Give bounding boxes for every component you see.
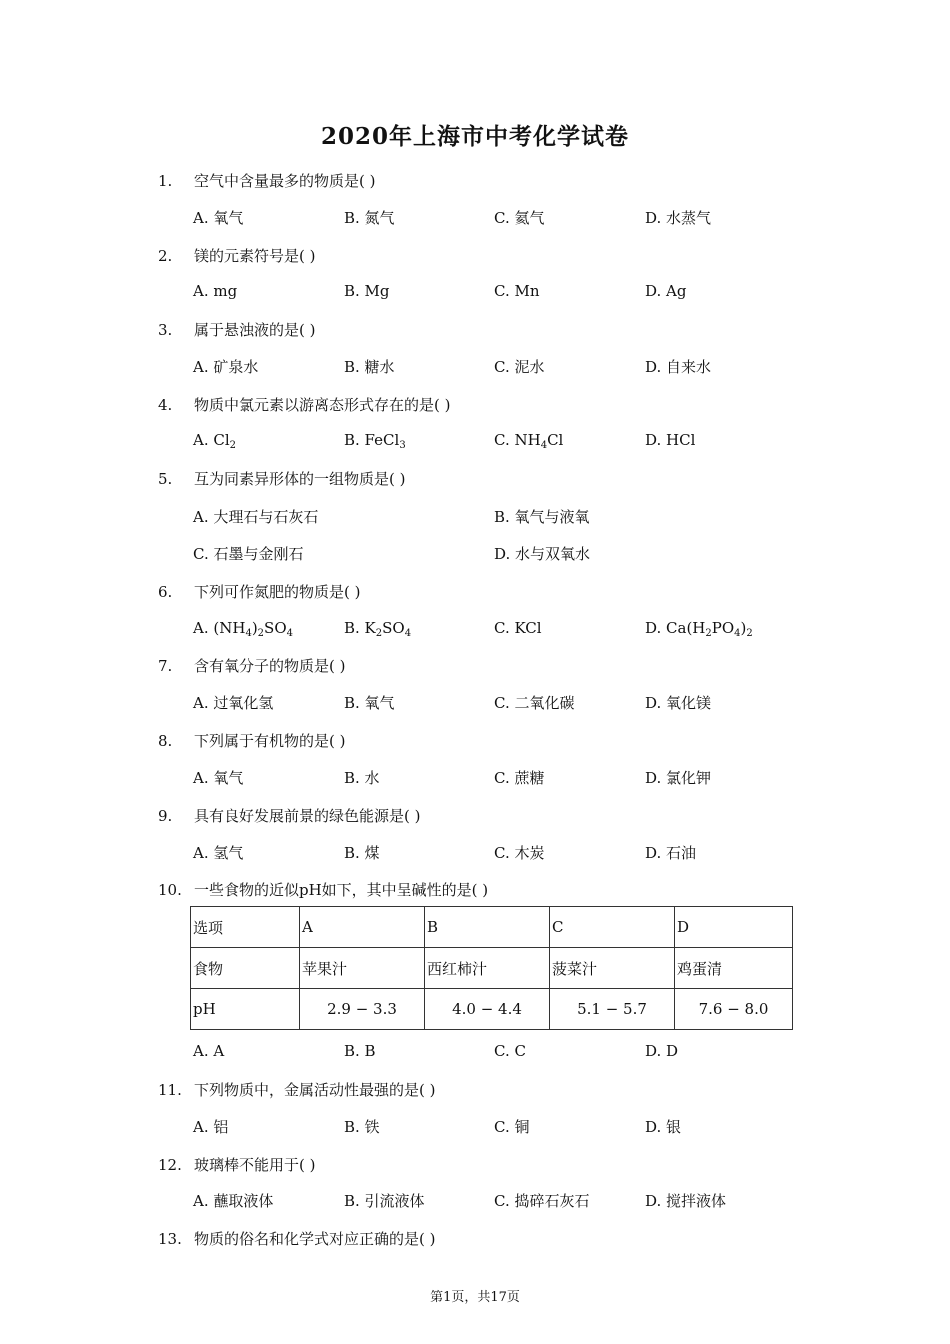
- option-b[interactable]: B. Mg: [344, 282, 390, 300]
- question-stem: 下列物质中，金属活动性最强的是( ): [194, 1081, 436, 1099]
- table-cell: 苹果汁: [300, 948, 425, 989]
- table-cell: pH: [191, 989, 300, 1030]
- question-number: 11.: [158, 1081, 182, 1099]
- table-cell: 西红柿汁: [425, 948, 550, 989]
- question-number: 5.: [158, 470, 173, 488]
- option-c[interactable]: C. 氦气: [494, 209, 545, 227]
- option-c[interactable]: C. KCl: [494, 619, 542, 637]
- question-number: 6.: [158, 583, 173, 601]
- question-stem: 镁的元素符号是( ): [194, 247, 316, 265]
- table-header: 选项: [191, 907, 300, 948]
- subscript: 2: [746, 628, 753, 639]
- question-number: 1.: [158, 172, 173, 190]
- option-c[interactable]: C. Mn: [494, 282, 540, 300]
- question-stem: 物质的俗名和化学式对应正确的是( ): [194, 1230, 436, 1248]
- question-10: [158, 879, 488, 900]
- option-c[interactable]: C. 木炭: [494, 844, 545, 862]
- table-row: [191, 989, 793, 1030]
- option-b[interactable]: B. B: [344, 1042, 376, 1060]
- table-header: B: [425, 907, 550, 948]
- option-b[interactable]: B. 糖水: [344, 358, 395, 376]
- question-8: [158, 730, 345, 751]
- subscript: 2: [229, 440, 237, 451]
- question-6: [158, 581, 360, 602]
- page-title: 2020年上海市中考化学试卷: [320, 123, 629, 150]
- question-stem: 玻璃棒不能用于( ): [194, 1156, 316, 1174]
- option-b[interactable]: B. 引流液体: [344, 1192, 425, 1210]
- formula-text: D. Ca(H: [645, 619, 706, 637]
- question-stem: 下列可作氮肥的物质是( ): [194, 583, 361, 601]
- option-a[interactable]: A. 氢气: [193, 844, 244, 862]
- table-header: D: [675, 907, 793, 948]
- question-stem: 具有良好发展前景的绿色能源是( ): [194, 807, 421, 825]
- table-header: A: [300, 907, 425, 948]
- formula-text: ): [740, 619, 747, 637]
- question-3: [158, 319, 315, 340]
- option-d[interactable]: D. HCl: [645, 431, 696, 449]
- subscript: 4: [286, 628, 293, 639]
- option-a[interactable]: A. 矿泉水: [193, 358, 259, 376]
- question-9: [158, 805, 420, 826]
- table-cell: 7.6 − 8.0: [675, 989, 793, 1030]
- option-c[interactable]: C. 铜: [494, 1118, 530, 1136]
- option-d[interactable]: D. D: [645, 1042, 679, 1060]
- question-stem: 含有氧分子的物质是( ): [194, 657, 346, 675]
- formula-text: PO: [711, 619, 735, 637]
- ph-table: [190, 906, 793, 1030]
- question-number: 2.: [158, 247, 173, 265]
- question-11: [158, 1079, 435, 1100]
- option-b[interactable]: B. 水: [344, 769, 380, 787]
- formula-text: A. (NH: [193, 619, 246, 637]
- table-header: C: [550, 907, 675, 948]
- option-a[interactable]: A. 铝: [193, 1118, 229, 1136]
- formula-text: SO: [382, 619, 405, 637]
- option-c[interactable]: C. 二氧化碳: [494, 694, 575, 712]
- option-c[interactable]: C. 蔗糖: [494, 769, 545, 787]
- formula-text: Cl: [547, 431, 564, 449]
- formula-text: B. K: [344, 619, 376, 637]
- option-b[interactable]: B. 氧气: [344, 694, 395, 712]
- question-1: [158, 170, 375, 191]
- subscript: 2: [705, 628, 712, 639]
- question-number: 9.: [158, 807, 173, 825]
- question-13: [158, 1228, 435, 1249]
- option-c[interactable]: C. 泥水: [494, 358, 545, 376]
- option-a[interactable]: A. 大理石与石灰石: [193, 508, 319, 526]
- question-stem: 一些食物的近似pH如下，其中呈碱性的是( ): [194, 881, 489, 899]
- question-stem: 互为同素异形体的一组物质是( ): [194, 470, 406, 488]
- option-b[interactable]: B. 氧气与液氧: [494, 508, 590, 526]
- table-cell: 2.9 − 3.3: [300, 989, 425, 1030]
- subscript: 4: [734, 628, 741, 639]
- subscript: 4: [245, 628, 252, 639]
- subscript: 3: [399, 440, 406, 451]
- option-a[interactable]: A. mg: [193, 282, 238, 300]
- option-c[interactable]: C. 石墨与金刚石: [193, 545, 304, 563]
- subscript: 4: [540, 440, 548, 451]
- subscript: 4: [404, 628, 412, 639]
- option-b[interactable]: B. 煤: [344, 844, 380, 862]
- question-12: [158, 1154, 315, 1175]
- option-d[interactable]: D. 氧化镁: [645, 694, 712, 712]
- option-d[interactable]: D. 石油: [645, 844, 697, 862]
- option-b[interactable]: [344, 619, 411, 639]
- formula-text: ): [251, 619, 258, 637]
- table-cell: 5.1 − 5.7: [550, 989, 675, 1030]
- question-stem: 物质中氯元素以游离态形式存在的是( ): [194, 396, 451, 414]
- option-a[interactable]: A. A: [193, 1042, 225, 1060]
- option-b[interactable]: B. 氮气: [344, 209, 395, 227]
- subscript: 2: [375, 628, 383, 639]
- question-number: 4.: [158, 396, 173, 414]
- table-cell: 菠菜汁: [550, 948, 675, 989]
- question-5: [158, 468, 405, 489]
- option-c[interactable]: [494, 431, 563, 451]
- formula-text: A. Cl: [193, 431, 230, 449]
- table-header-row: [191, 907, 793, 948]
- formula-text: B. FeCl: [344, 431, 400, 449]
- option-a[interactable]: A. 氧气: [193, 769, 244, 787]
- page-footer: 第1页，共17页: [430, 1290, 520, 1305]
- question-4: [158, 394, 450, 415]
- question-number: 3.: [158, 321, 173, 339]
- table-row: [191, 948, 793, 989]
- subscript: 2: [257, 628, 265, 639]
- option-b[interactable]: B. 铁: [344, 1118, 380, 1136]
- question-number: 8.: [158, 732, 173, 750]
- question-number: 10.: [158, 881, 182, 899]
- option-d[interactable]: D. Ag: [645, 282, 687, 300]
- option-a[interactable]: [193, 431, 236, 451]
- option-a[interactable]: A. 氧气: [193, 209, 244, 227]
- question-stem: 空气中含量最多的物质是( ): [194, 172, 376, 190]
- option-d[interactable]: [645, 619, 753, 639]
- option-c[interactable]: C. C: [494, 1042, 526, 1060]
- option-d[interactable]: D. 自来水: [645, 358, 712, 376]
- question-stem: 下列属于有机物的是( ): [194, 732, 346, 750]
- formula-text: C. NH: [494, 431, 541, 449]
- formula-text: SO: [264, 619, 287, 637]
- option-c[interactable]: C. 捣碎石灰石: [494, 1192, 590, 1210]
- option-a[interactable]: [193, 619, 293, 639]
- option-d[interactable]: D. 搅拌液体: [645, 1192, 727, 1210]
- option-a[interactable]: A. 过氧化氢: [193, 694, 274, 712]
- table-cell: 4.0 − 4.4: [425, 989, 550, 1030]
- question-stem: 属于悬浊液的是( ): [194, 321, 316, 339]
- option-d[interactable]: D. 水与双氧水: [494, 545, 591, 563]
- option-d[interactable]: D. 银: [645, 1118, 682, 1136]
- question-2: [158, 245, 315, 266]
- option-d[interactable]: D. 水蒸气: [645, 209, 712, 227]
- table-cell: 食物: [191, 948, 300, 989]
- table-cell: 鸡蛋清: [675, 948, 793, 989]
- option-b[interactable]: [344, 431, 406, 451]
- question-number: 12.: [158, 1156, 182, 1174]
- question-number: 13.: [158, 1230, 182, 1248]
- option-a[interactable]: A. 蘸取液体: [193, 1192, 274, 1210]
- question-number: 7.: [158, 657, 173, 675]
- question-7: [158, 655, 345, 676]
- option-d[interactable]: D. 氯化钾: [645, 769, 712, 787]
